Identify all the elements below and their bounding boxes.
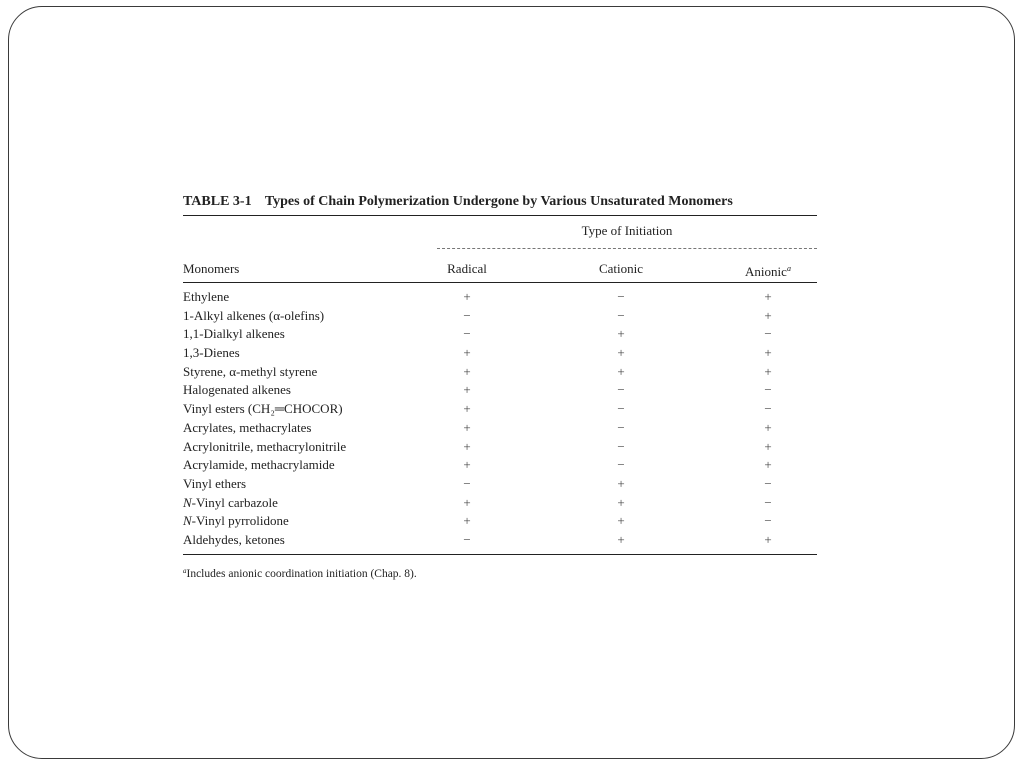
radical-cell: + [463,401,471,417]
footnote-text: Includes anionic coordination initiation (Chap. 8). [186,567,417,580]
cationic-cell: − [617,438,625,454]
anionic-cell: + [764,363,772,379]
table-row [183,456,817,475]
table-row [183,307,817,326]
monomer-cell: 1,1-Dialkyl alkenes [183,326,285,342]
cationic-cell: − [617,289,625,304]
table-footnote [183,564,817,581]
monomer-cell: Ethylene [183,289,230,304]
radical-cell: − [463,326,471,342]
table-row [183,531,817,550]
monomer-cell: Vinyl esters (CH₂═CHOCOR) [183,401,343,417]
anionic-cell: − [764,494,772,510]
radical-cell: + [463,382,471,398]
radical-cell: − [463,307,471,323]
table-row [183,400,817,419]
monomer-cell: N-Vinyl pyrrolidone [183,513,289,529]
monomer-cell: Acrylates, methacrylates [183,419,312,435]
cationic-cell: + [617,513,625,529]
cationic-cell: − [617,419,625,435]
cationic-cell: + [617,345,625,361]
column-header-anionic [733,261,803,280]
anionic-cell: + [764,531,772,547]
table-row [183,363,817,382]
radical-cell: + [463,345,471,361]
monomer-cell: 1,3-Dienes [183,345,240,361]
anionic-cell: − [764,401,772,417]
anionic-cell: + [764,419,772,435]
radical-cell: + [463,419,471,435]
table-caption [183,193,817,216]
cationic-cell: − [617,457,625,473]
data-table [183,193,817,581]
cationic-cell: + [617,363,625,379]
cationic-cell: + [617,475,625,491]
anionic-cell: − [764,326,772,342]
footnote-marker: a [183,566,187,575]
radical-cell: + [463,457,471,473]
anionic-cell: + [764,457,772,473]
anionic-cell: − [764,513,772,529]
anionic-cell: + [764,438,772,454]
radical-cell: + [463,289,471,304]
monomer-cell: Aldehydes, ketones [183,531,285,547]
table-row [183,475,817,494]
cationic-cell: + [617,326,625,342]
table-row [183,512,817,531]
table-row [183,494,817,513]
anionic-cell: − [764,475,772,491]
cationic-cell: + [617,494,625,510]
radical-cell: + [463,438,471,454]
monomer-cell: Styrene, α-methyl styrene [183,363,318,379]
column-header-cationic: Cationic [598,261,644,276]
monomer-cell: N-Vinyl carbazole [183,494,278,510]
monomer-cell: Acrylonitrile, methacrylonitrile [183,438,347,454]
footnote-marker: a [786,264,791,273]
table-row [183,419,817,438]
anionic-cell: + [764,307,772,323]
radical-cell: − [463,531,471,547]
table-number: TABLE 3-1 [183,194,252,209]
anionic-cell: + [764,345,772,361]
anionic-cell: − [764,382,772,398]
table-row [183,288,817,307]
table-header [183,216,817,283]
table-body [183,283,817,555]
radical-cell: − [463,475,471,491]
table-row [183,325,817,344]
radical-cell: + [463,363,471,379]
cationic-cell: − [617,382,625,398]
cationic-cell: − [617,307,625,323]
monomer-cell: Acrylamide, methacrylamide [183,457,335,473]
table-row [183,381,817,400]
table-title: Types of Chain Polymerization Undergone by Various Unsaturated Monomers [264,194,733,209]
radical-cell: + [463,494,471,510]
column-header-anionic-label: Anionic [745,264,787,279]
monomer-cell: Vinyl ethers [183,475,247,491]
monomer-cell: Halogenated alkenes [183,382,291,398]
column-header-monomers: Monomers [183,261,240,276]
cationic-cell: + [617,531,625,547]
radical-cell: + [463,513,471,529]
group-header: Type of Initiation [581,223,673,238]
column-header-radical: Radical [447,261,487,276]
table-row [183,438,817,457]
cationic-cell: − [617,401,625,417]
monomer-cell: 1-Alkyl alkenes (α-olefins) [183,307,325,323]
group-header-rule [437,248,817,249]
anionic-cell: + [764,289,772,304]
table-row [183,344,817,363]
